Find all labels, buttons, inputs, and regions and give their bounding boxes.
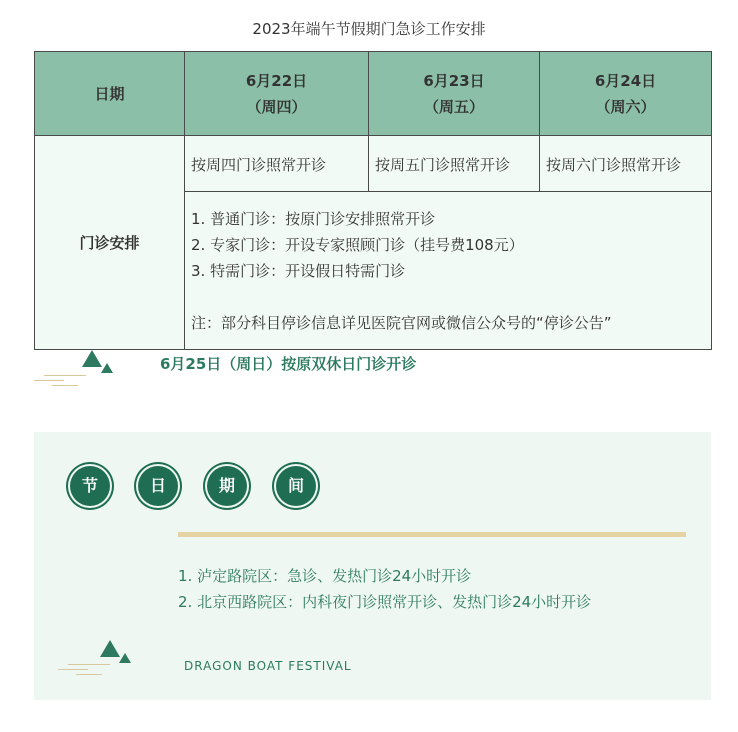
table-row [35,136,712,192]
details-cell [185,192,712,350]
detail-item-2: 2. 专家门诊：开设专家照顾门诊（挂号费108元） [191,236,524,254]
mountain-icon [100,640,120,657]
header-day-1 [185,52,369,136]
day-3-date: 6月24日 [594,71,657,90]
mountain-icon [82,350,102,367]
row-label-outpatient: 门诊安排 [35,136,185,350]
day-2-schedule: 按周五门诊照常开诊 [369,136,540,192]
day-2-date: 6月23日 [423,71,485,90]
mountain-small-icon [119,653,131,663]
footer-caption: DRAGON BOAT FESTIVAL [184,659,352,673]
table-header-row [35,52,712,136]
day-1-date: 6月22日 [245,71,308,90]
detail-item-1: 1. 普通门诊：按原门诊安排照常开诊 [191,210,436,228]
char-circle-2: 日 [138,466,178,506]
detail-note: 注：部分科目停诊信息详见医院官网或微信公众号的“停诊公告” [191,314,612,332]
holiday-item-2: 2. 北京西路院区：内科夜门诊照常开诊、发热门诊24小时开诊 [178,593,592,611]
sunday-note: 6月25日（周日）按原双休日门诊开诊 [160,355,417,373]
header-date-label: 日期 [35,52,185,136]
char-circle-3: 期 [207,466,247,506]
gold-divider [178,532,686,537]
day-3-schedule: 按周六门诊照常开诊 [540,136,712,192]
day-1-schedule: 按周四门诊照常开诊 [185,136,369,192]
header-day-2 [369,52,540,136]
detail-item-3: 3. 特需门诊：开设假日特需门诊 [191,262,406,280]
mountain-small-icon [101,363,113,373]
header-day-3 [540,52,712,136]
day-3-weekday: （周六） [595,97,656,116]
day-1-weekday: （周四） [246,97,307,116]
holiday-items [178,563,591,615]
char-circle-1: 节 [70,466,110,506]
holiday-item-1: 1. 泸定路院区：急诊、发热门诊24小时开诊 [178,567,472,585]
day-2-weekday: （周五） [423,97,484,116]
page-title: 2023年端午节假期门急诊工作安排 [252,20,486,38]
schedule-table [34,51,712,350]
char-circle-4: 间 [276,466,316,506]
